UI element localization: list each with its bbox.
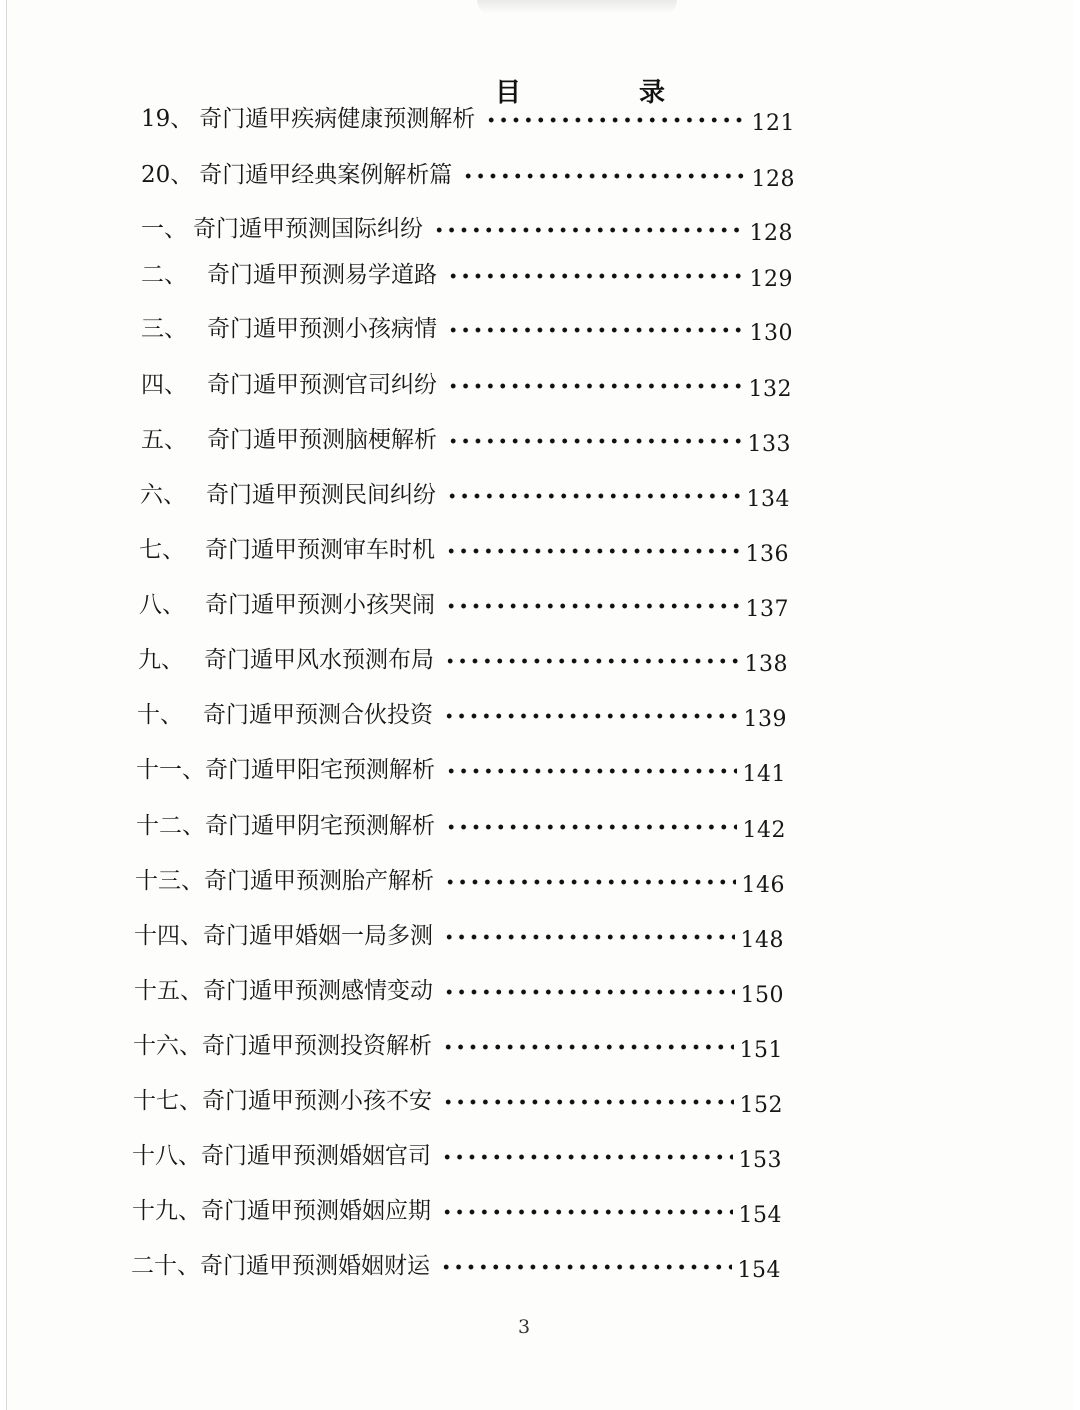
toc-entry — [136, 747, 786, 787]
entry-title: 奇门遁甲预测婚姻财运 — [200, 1252, 430, 1279]
entry-page-ref: 153 — [738, 1147, 782, 1173]
toc-entry — [141, 206, 793, 246]
toc-entry — [133, 1023, 783, 1063]
entry-number: 十一、 — [136, 756, 205, 783]
entry-number: 二十、 — [131, 1252, 200, 1279]
leader-dots — [446, 493, 741, 499]
toc-entry — [139, 527, 789, 567]
entry-title: 奇门遁甲预测民间纠纷 — [206, 481, 436, 508]
entry-title: 奇门遁甲预测胎产解析 — [204, 867, 434, 894]
entry-page-ref: 132 — [748, 376, 792, 402]
entry-title: 奇门遁甲预测审车时机 — [205, 536, 435, 563]
entry-number: 19、 — [141, 105, 194, 132]
scan-smudge — [477, 0, 677, 14]
entry-title: 奇门遁甲预测感情变动 — [203, 977, 433, 1004]
entry-number: 四、 — [141, 371, 187, 398]
entry-title: 奇门遁甲经典案例解析篇 — [199, 161, 453, 188]
page-number: 3 — [518, 1316, 531, 1338]
leader-dots — [445, 548, 740, 554]
entry-page-ref: 146 — [741, 872, 785, 898]
entry-number: 十八、 — [132, 1142, 201, 1169]
leader-dots — [443, 713, 738, 719]
entry-title: 奇门遁甲预测合伙投资 — [203, 701, 433, 728]
entry-page-ref: 154 — [737, 1257, 781, 1283]
entry-page-ref: 152 — [739, 1092, 783, 1118]
leader-dots — [443, 934, 735, 940]
entry-title: 奇门遁甲预测脑梗解析 — [207, 426, 437, 453]
entry-number: 十四、 — [134, 922, 203, 949]
leader-dots — [433, 227, 744, 233]
entry-title: 奇门遁甲预测投资解析 — [202, 1032, 432, 1059]
entry-page-ref: 148 — [740, 927, 784, 953]
entry-title: 奇门遁甲预测小孩病情 — [207, 315, 437, 342]
entry-title: 奇门遁甲预测易学道路 — [207, 261, 437, 288]
entry-page-ref: 141 — [742, 761, 786, 787]
leader-dots — [447, 438, 742, 444]
entry-number: 九、 — [138, 646, 184, 673]
entry-page-ref: 130 — [749, 320, 793, 346]
toc-entry — [138, 637, 788, 677]
entry-title: 奇门遁甲风水预测布局 — [204, 646, 434, 673]
entry-number: 五、 — [141, 426, 187, 453]
toc-entry — [132, 1188, 782, 1228]
entry-number: 六、 — [140, 481, 186, 508]
toc-entry — [133, 1078, 783, 1118]
toc-title: 目 录 — [495, 78, 712, 108]
entry-number: 二、 — [141, 261, 187, 288]
entry-page-ref: 137 — [745, 596, 789, 622]
entry-number: 十、 — [137, 701, 183, 728]
leader-dots — [444, 658, 739, 664]
entry-number: 一、 — [141, 215, 187, 242]
toc-entry — [134, 968, 784, 1008]
leader-dots — [442, 1044, 734, 1050]
entry-number: 三、 — [141, 315, 187, 342]
leader-dots — [447, 273, 744, 279]
toc-entry — [131, 1243, 781, 1283]
entry-title: 奇门遁甲阳宅预测解析 — [205, 756, 435, 783]
entry-title: 奇门遁甲预测小孩不安 — [202, 1087, 432, 1114]
entry-title: 奇门遁甲预测官司纠纷 — [207, 371, 437, 398]
entry-number: 十六、 — [133, 1032, 202, 1059]
toc-entry — [141, 152, 795, 192]
leader-dots — [445, 768, 737, 774]
leader-dots — [440, 1264, 732, 1270]
entry-number: 八、 — [139, 591, 185, 618]
entry-title: 奇门遁甲预测国际纠纷 — [193, 215, 423, 242]
entry-number: 十九、 — [132, 1197, 201, 1224]
entry-title: 奇门遁甲预测婚姻应期 — [201, 1197, 431, 1224]
entry-title: 奇门遁甲预测婚姻官司 — [201, 1142, 431, 1169]
toc-entry — [141, 306, 793, 346]
entry-number: 七、 — [139, 536, 185, 563]
entry-page-ref: 154 — [738, 1202, 782, 1228]
entry-page-ref: 150 — [740, 982, 784, 1008]
toc-entry — [132, 1133, 782, 1173]
leader-dots — [444, 879, 736, 885]
entry-number: 十七、 — [133, 1087, 202, 1114]
toc-entry — [140, 472, 790, 512]
leader-dots — [445, 824, 737, 830]
entry-title: 奇门遁甲疾病健康预测解析 — [199, 105, 476, 132]
entry-page-ref: 128 — [749, 220, 793, 246]
leader-dots — [485, 117, 745, 123]
entry-page-ref: 133 — [747, 431, 791, 457]
entry-page-ref: 142 — [742, 817, 786, 843]
entry-title: 奇门遁甲阴宅预测解析 — [205, 812, 435, 839]
entry-number: 十三、 — [135, 867, 204, 894]
toc-entry — [136, 803, 786, 843]
entry-page-ref: 128 — [751, 166, 795, 192]
leader-dots — [447, 383, 743, 389]
toc-entry — [141, 96, 795, 136]
leader-dots — [445, 603, 740, 609]
entry-number: 十二、 — [136, 812, 205, 839]
toc-entry — [135, 858, 785, 898]
entry-number: 十五、 — [134, 977, 203, 1004]
leader-dots — [443, 989, 735, 995]
toc-entry — [141, 252, 793, 292]
entry-page-ref: 151 — [739, 1037, 783, 1063]
leader-dots — [447, 327, 744, 333]
toc-entry — [141, 362, 792, 402]
entry-title: 奇门遁甲婚姻一局多测 — [203, 922, 433, 949]
toc-entry — [137, 692, 787, 732]
entry-number: 20、 — [141, 161, 194, 188]
entry-title: 奇门遁甲预测小孩哭闹 — [205, 591, 435, 618]
entry-page-ref: 129 — [749, 266, 793, 292]
toc-entry — [139, 582, 789, 622]
entry-page-ref: 136 — [745, 541, 789, 567]
entry-page-ref: 138 — [744, 651, 788, 677]
entry-page-ref: 121 — [751, 110, 795, 136]
toc-entry — [134, 913, 784, 953]
leader-dots — [441, 1209, 733, 1215]
leader-dots — [442, 1099, 734, 1105]
document-page — [6, 0, 1074, 1410]
entry-page-ref: 139 — [743, 706, 787, 732]
leader-dots — [462, 173, 745, 179]
entry-page-ref: 134 — [746, 486, 790, 512]
toc-entry — [141, 417, 791, 457]
leader-dots — [441, 1154, 733, 1160]
